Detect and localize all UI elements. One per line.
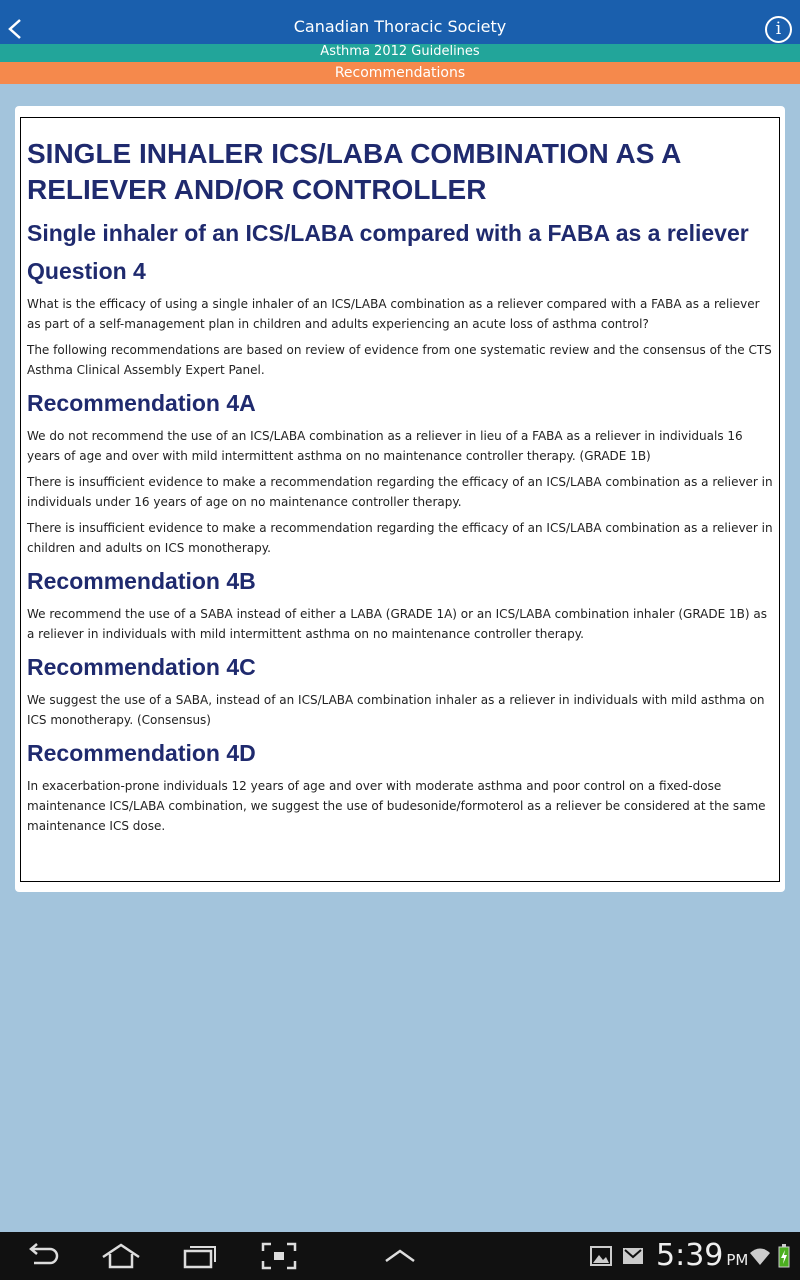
screenshot-icon[interactable] bbox=[260, 1240, 298, 1272]
recommendation-paragraph: We recommend the use of a SABA instead of either a LABA (GRADE 1A) or an ICS/LABA combination inhaler (GRADE 1B) as a reliever in individuals with mild intermittent asthma on no maintenance controller therapy. bbox=[27, 607, 767, 641]
recommendation-title: Recommendation 4C bbox=[27, 654, 256, 680]
recommendation-4c bbox=[27, 652, 773, 730]
recommendation-4b bbox=[27, 566, 773, 644]
recommendation-paragraph: We suggest the use of a SABA, instead of an ICS/LABA combination inhaler as a reliever in individuals with mild asthma on ICS monotherapy. (Consensus) bbox=[27, 693, 765, 727]
question-paragraph: What is the efficacy of using a single inhaler of an ICS/LABA combination as a reliever compared with a FABA as a reliever as part of a self-management plan in children and adults experiencing an acute loss of asthma control? bbox=[27, 297, 760, 331]
recommendation-paragraph: We do not recommend the use of an ICS/LABA combination as a reliever in lieu of a FABA as a reliever in individuals 16 years of age and over with mild intermittent asthma on no maintenance controller therapy. (GRADE 1B) bbox=[27, 429, 743, 463]
content-card bbox=[15, 106, 785, 892]
recommendation-title: Recommendation 4B bbox=[27, 568, 256, 594]
question-paragraph: The following recommendations are based on review of evidence from one systematic review and the consensus of the CTS Asthma Clinical Assembly Expert Panel. bbox=[27, 343, 772, 377]
gmail-icon bbox=[620, 1240, 646, 1272]
recommendation-title: Recommendation 4D bbox=[27, 740, 256, 766]
battery-icon bbox=[776, 1240, 792, 1272]
clock-ampm: PM bbox=[726, 1251, 749, 1269]
recommendation-4a bbox=[27, 388, 773, 558]
question-title: Question 4 bbox=[27, 258, 146, 284]
back-chevron-icon bbox=[7, 18, 23, 40]
recommendation-paragraph: In exacerbation-prone individuals 12 years of age and over with moderate asthma and poor control on a fixed-dose maintenance ICS/LABA combination, we suggest the use of budesonide/formoterol as a reliever be considered at the same maintenance ICS dose. bbox=[27, 779, 766, 833]
section-title: Recommendations bbox=[0, 62, 800, 84]
status-clock bbox=[656, 1236, 748, 1280]
recommendation-paragraph: There is insufficient evidence to make a recommendation regarding the efficacy of an ICS/LABA combination as a reliever in children and adults on ICS monotherapy. bbox=[27, 521, 773, 555]
question-section bbox=[27, 256, 773, 380]
home-icon[interactable] bbox=[100, 1240, 142, 1272]
app-header bbox=[0, 0, 800, 44]
clock-time: 5:39 bbox=[656, 1238, 724, 1273]
main-heading: SINGLE INHALER ICS/LABA COMBINATION AS A RELIEVER AND/OR CONTROLLER bbox=[27, 138, 681, 205]
recommendation-title: Recommendation 4A bbox=[27, 390, 256, 416]
recommendation-4d bbox=[27, 738, 773, 836]
up-chevron-icon[interactable] bbox=[382, 1240, 418, 1272]
sub-heading: Single inhaler of an ICS/LABA compared with a FABA as a reliever bbox=[27, 220, 749, 246]
system-navigation-bar bbox=[0, 1232, 800, 1280]
gallery-icon bbox=[588, 1240, 614, 1272]
recent-apps-icon[interactable] bbox=[180, 1240, 220, 1272]
info-button[interactable]: i bbox=[765, 16, 792, 43]
back-icon[interactable] bbox=[22, 1240, 62, 1272]
content-frame bbox=[20, 117, 780, 882]
recommendation-paragraph: There is insufficient evidence to make a recommendation regarding the efficacy of an ICS/LABA combination as a reliever in individuals under 16 years of age on no maintenance controller therapy. bbox=[27, 475, 773, 509]
back-button[interactable] bbox=[2, 16, 28, 42]
wifi-icon bbox=[748, 1240, 772, 1272]
guidelines-subtitle: Asthma 2012 Guidelines bbox=[0, 44, 800, 62]
app-title: Canadian Thoracic Society bbox=[293, 17, 507, 36]
